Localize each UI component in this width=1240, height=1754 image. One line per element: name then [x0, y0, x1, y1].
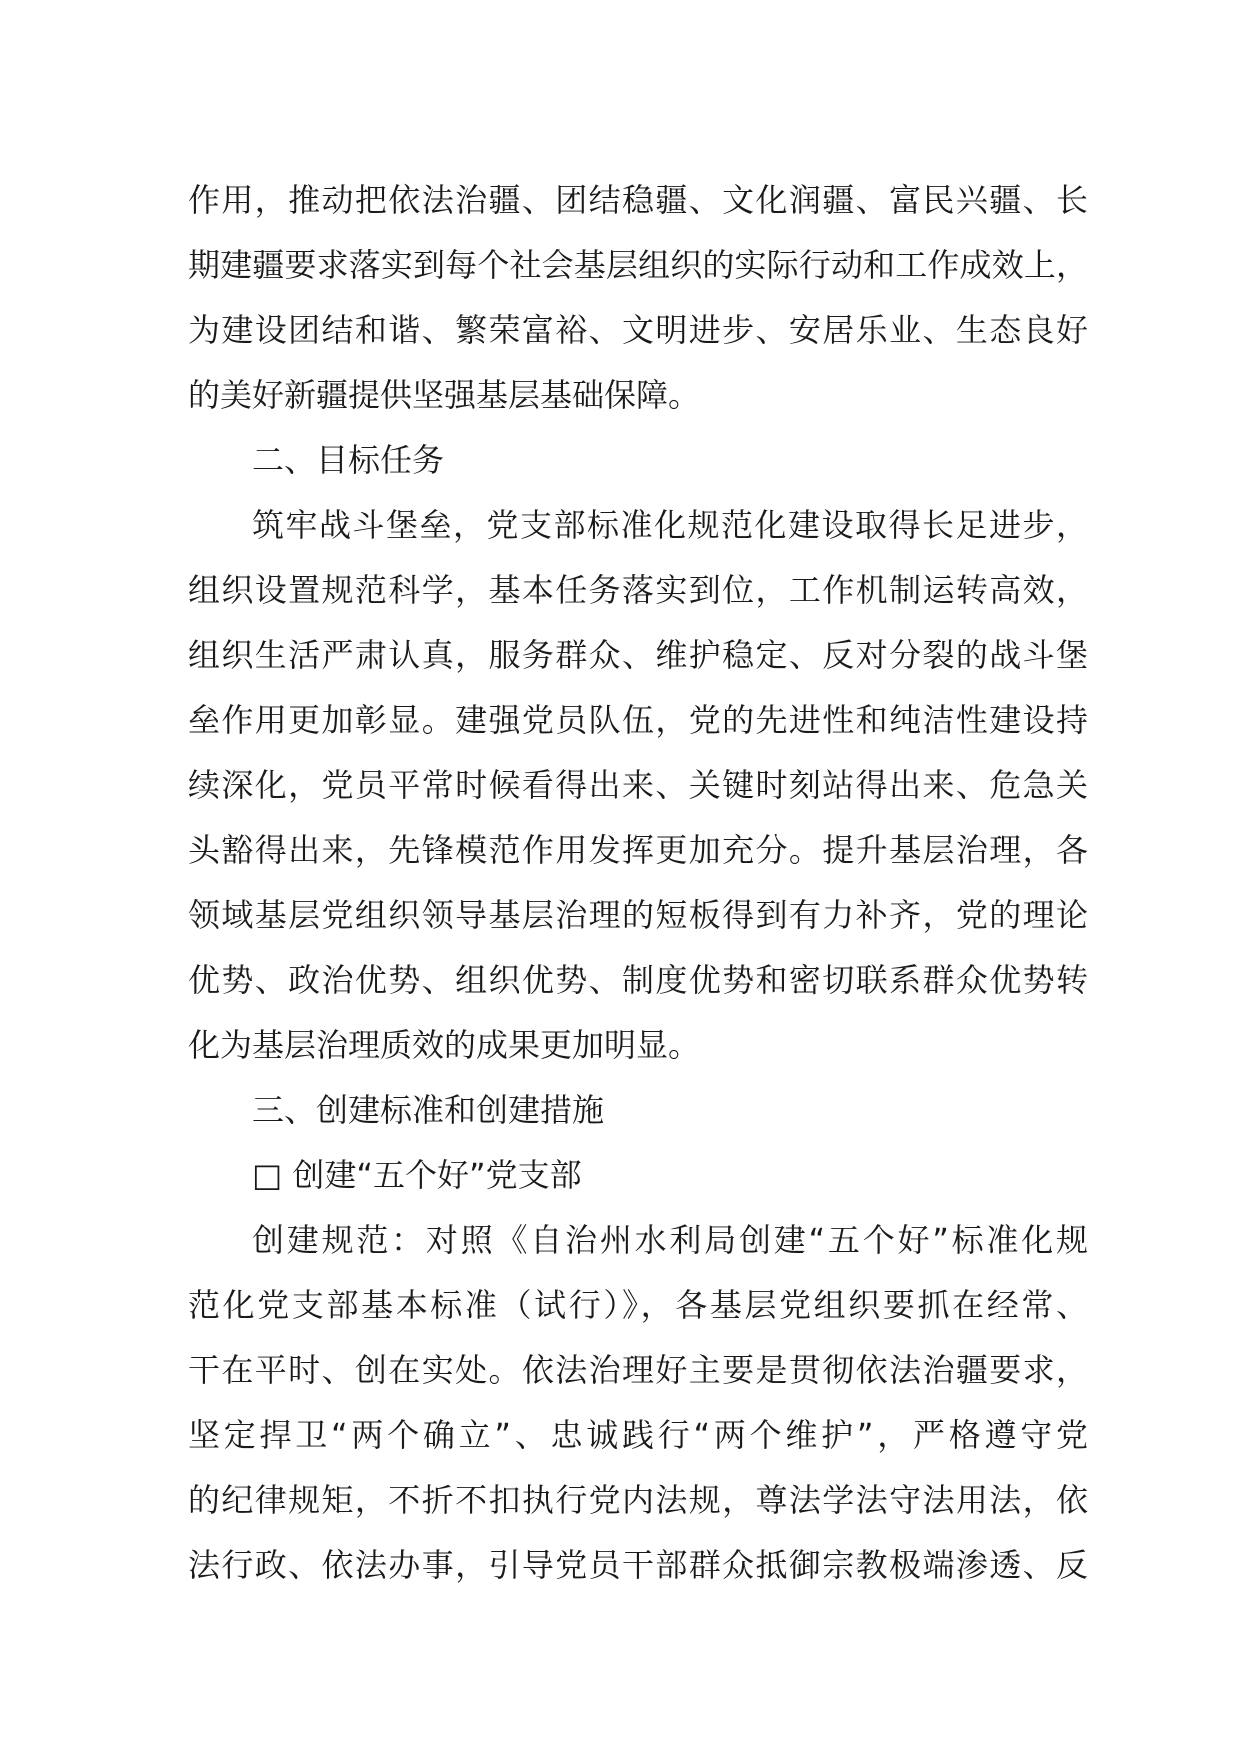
text-line-21: 的纪律规矩，不折不扣执行党内法规，尊法学法守法用法，依	[188, 1481, 1088, 1519]
subsection-heading-five-good: □ 创建“五个好”党支部	[252, 1156, 582, 1194]
text-line-4: 的美好新疆提供坚强基层基础保障。	[188, 376, 701, 414]
text-line-11: 头豁得出来，先锋模范作用发挥更加充分。提升基层治理，各	[188, 831, 1088, 869]
text-line-13: 优势、政治优势、组织优势、制度优势和密切联系群众优势转	[188, 961, 1088, 999]
text-line-22: 法行政、依法办事，引导党员干部群众抵御宗教极端渗透、反	[188, 1546, 1088, 1584]
document-body	[188, 168, 1088, 1598]
text-line-6: 筑牢战斗堡垒，党支部标准化规范化建设取得长足进步，	[252, 506, 1088, 544]
text-line-18: 范化党支部基本标准（试行）》，各基层党组织要抓在经常、	[188, 1286, 1088, 1324]
text-line-3: 为建设团结和谐、繁荣富裕、文明进步、安居乐业、生态良好	[188, 311, 1088, 349]
text-line-10: 续深化，党员平常时候看得出来、关键时刻站得出来、危急关	[188, 766, 1088, 804]
text-line-14: 化为基层治理质效的成果更加明显。	[188, 1026, 701, 1064]
text-line-1: 作用，推动把依法治疆、团结稳疆、文化润疆、富民兴疆、长	[188, 181, 1088, 219]
text-line-9: 垒作用更加彰显。建强党员队伍，党的先进性和纯洁性建设持	[188, 701, 1088, 739]
text-line-20: 坚定捍卫“两个确立”、忠诚践行“两个维护”，严格遵守党	[188, 1416, 1088, 1454]
text-line-8: 组织生活严肃认真，服务群众、维护稳定、反对分裂的战斗堡	[188, 636, 1088, 674]
text-line-7: 组织设置规范科学，基本任务落实到位，工作机制运转高效，	[188, 571, 1088, 609]
section-heading-goals: 二、目标任务	[252, 441, 445, 479]
text-line-17: 创建规范：对照《自治州水利局创建“五个好”标准化规	[252, 1221, 1088, 1259]
text-line-19: 干在平时、创在实处。依法治理好主要是贯彻依法治疆要求，	[188, 1351, 1088, 1389]
text-line-2: 期建疆要求落实到每个社会基层组织的实际行动和工作成效上，	[188, 246, 1088, 284]
text-line-12: 领域基层党组织领导基层治理的短板得到有力补齐，党的理论	[188, 896, 1088, 934]
section-heading-standards: 三、创建标准和创建措施	[252, 1091, 605, 1129]
